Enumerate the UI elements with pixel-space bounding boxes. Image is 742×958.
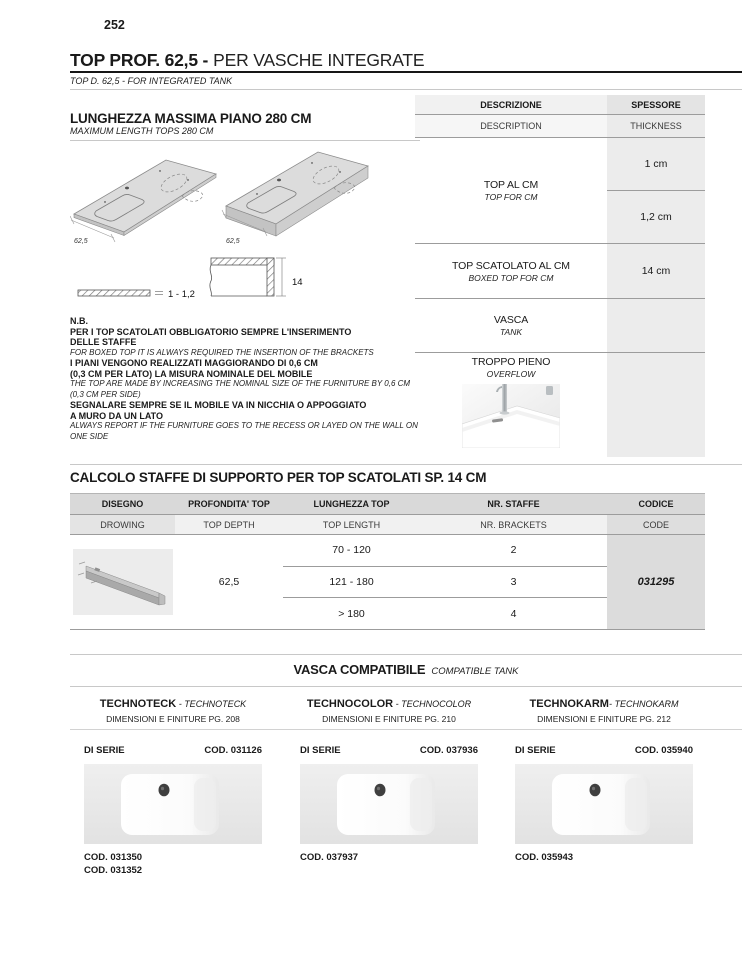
sink-photo bbox=[84, 764, 262, 844]
top-boxed-depth-label: 62,5 bbox=[226, 238, 240, 245]
brackets-code: 031295 bbox=[607, 535, 705, 629]
note-line: THE TOP ARE MADE BY INCREASING THE NOMINAL SIZE OF THE FURNITURE BY 0,6 CM bbox=[70, 379, 411, 388]
length-section-subheading: MAXIMUM LENGTH TOPS 280 CM bbox=[70, 126, 214, 136]
col-subheader: TOP LENGTH bbox=[283, 515, 420, 534]
notes-nb: N.B. bbox=[70, 316, 88, 326]
col-subheader: TOP DEPTH bbox=[175, 515, 283, 534]
brackets-count: 4 bbox=[510, 607, 517, 620]
spec-value: 14 cm bbox=[607, 244, 705, 298]
page-subtitle: TOP D. 62,5 - FOR INTEGRATED TANK bbox=[70, 76, 233, 86]
product-name-en: TECHNOCOLOR bbox=[401, 699, 472, 709]
brackets-header-row bbox=[70, 494, 705, 515]
table-row bbox=[415, 138, 705, 244]
col-header: PROFONDITA' TOP bbox=[188, 499, 270, 509]
brackets-section-heading: CALCOLO STAFFE DI SUPPORTO PER TOP SCATOLATI SP. 14 CM bbox=[70, 470, 487, 485]
note-line: (0,3 CM PER SIDE) bbox=[70, 389, 141, 399]
spec-col-thick-header: SPESSORE bbox=[607, 95, 705, 114]
table-row bbox=[283, 566, 607, 598]
spec-desc-it: TROPPO PIENO bbox=[471, 356, 551, 368]
brackets-length: > 180 bbox=[338, 607, 365, 620]
sink-photo bbox=[515, 764, 693, 844]
page-title-bold: TOP PROF. 62,5 - bbox=[70, 50, 209, 70]
brackets-count: 3 bbox=[510, 576, 517, 588]
spec-desc-en: TANK bbox=[499, 327, 523, 337]
spec-value-empty bbox=[607, 353, 705, 457]
spec-header-row bbox=[415, 95, 705, 115]
product-code: COD. 037937 bbox=[300, 852, 359, 863]
product-name-it: TECHNOTECK bbox=[99, 698, 177, 710]
table-row bbox=[415, 299, 705, 353]
brackets-count: 2 bbox=[510, 544, 517, 557]
top-diagrams bbox=[70, 140, 422, 312]
product-name-en: TECHNOKARM bbox=[614, 699, 679, 709]
top-thin-drawing bbox=[70, 160, 216, 245]
note-line: SEGNALARE SEMPRE SE IL MOBILE VA IN NICCHIA O APPOGGIATO bbox=[70, 400, 367, 410]
length-section-heading: LUNGHEZZA MASSIMA PIANO 280 CM bbox=[70, 111, 312, 126]
title-rule bbox=[70, 71, 742, 73]
spec-desc-en: OVERFLOW bbox=[486, 369, 536, 379]
series-code: COD. 035940 bbox=[634, 745, 693, 756]
table-row bbox=[283, 535, 607, 566]
page-title-regular: PER VASCHE INTEGRATE bbox=[213, 50, 425, 70]
spec-value-empty bbox=[607, 299, 705, 352]
brackets-subheader-row bbox=[70, 515, 705, 535]
spec-desc-it: VASCA bbox=[493, 314, 529, 326]
col-header: DISEGNO bbox=[101, 499, 144, 509]
spec-col-desc-header: DESCRIZIONE bbox=[415, 95, 607, 114]
spec-desc-it: TOP AL CM bbox=[483, 179, 539, 191]
product-dimensions-ref: DIMENSIONI E FINITURE PG. 212 bbox=[537, 714, 671, 724]
overflow-photo bbox=[462, 384, 560, 448]
note-line: A MURO DA UN LATO bbox=[70, 410, 163, 421]
compatible-heading bbox=[70, 661, 742, 679]
top-boxed-drawing bbox=[222, 152, 368, 245]
product-name-it: TECHNOCOLOR bbox=[306, 698, 394, 710]
product-technocolor: TECHNOCOLOR - TECHNOCOLOR DIMENSIONI E FINITURE PG. 210 DI SERIE COD. 037936 COD. 037937 bbox=[300, 698, 478, 863]
spec-table bbox=[415, 95, 705, 457]
series-code: COD. 031126 bbox=[204, 745, 262, 756]
series-label: DI SERIE bbox=[84, 745, 125, 756]
brackets-section-rule bbox=[70, 464, 742, 465]
compatible-heading-it: VASCA COMPATIBILE bbox=[293, 662, 426, 677]
col-header: LUNGHEZZA TOP bbox=[313, 499, 390, 509]
brackets-length: 121 - 180 bbox=[329, 576, 374, 588]
product-dimensions-ref: DIMENSIONI E FINITURE PG. 208 bbox=[106, 714, 240, 724]
brackets-body-row bbox=[70, 535, 705, 629]
brackets-length: 70 - 120 bbox=[332, 544, 371, 557]
series-label: DI SERIE bbox=[300, 745, 341, 756]
brackets-depth: 62,5 bbox=[218, 576, 240, 588]
notes-block bbox=[70, 316, 430, 442]
note-line: FOR BOXED TOP IT IS ALWAYS REQUIRED THE INSERTION OF THE BRACKETS bbox=[70, 347, 374, 357]
spec-value: 1 cm bbox=[607, 138, 705, 191]
brackets-table bbox=[70, 493, 705, 630]
spec-subheader-row bbox=[415, 115, 705, 138]
col-header: CODICE bbox=[638, 499, 674, 509]
table-row bbox=[283, 597, 607, 629]
col-subheader: DROWING bbox=[70, 515, 175, 534]
spec-col-thick-subheader: THICKNESS bbox=[607, 115, 705, 137]
product-technokarm: TECHNOKARM- TECHNOKARM DIMENSIONI E FINITURE PG. 212 DI SERIE COD. 035940 COD. 035943 bbox=[515, 698, 693, 863]
product-code: COD. 031350 bbox=[84, 852, 143, 863]
col-header: NR. STAFFE bbox=[487, 499, 540, 509]
spec-desc-en: BOXED TOP FOR CM bbox=[468, 272, 554, 283]
compatible-rule-mid bbox=[70, 686, 742, 687]
bracket-drawing bbox=[73, 549, 173, 615]
product-code: COD. 035943 bbox=[515, 852, 574, 863]
spec-desc-en: TOP FOR CM bbox=[484, 192, 538, 202]
product-code: COD. 031352 bbox=[84, 865, 143, 876]
note-line: DELLE STAFFE bbox=[70, 337, 137, 347]
note-line: I PIANI VENGONO REALIZZATI MAGGIORANDO DI 0,6 CM bbox=[70, 358, 318, 368]
spec-desc-it: TOP SCATOLATO AL CM bbox=[452, 259, 570, 272]
compatible-heading-en: COMPATIBLE TANK bbox=[431, 666, 519, 677]
note-line: (0,3 CM PER LATO) LA MISURA NOMINALE DEL MOBILE bbox=[70, 368, 313, 379]
col-subheader: CODE bbox=[607, 515, 705, 534]
section-thin-label: 1 - 1,2 bbox=[168, 289, 195, 300]
section-boxed-drawing bbox=[210, 258, 303, 296]
product-name-en: TECHNOTECK bbox=[184, 699, 247, 709]
series-code: COD. 037936 bbox=[419, 745, 478, 756]
product-technoteck: TECHNOTECK - TECHNOTECK DIMENSIONI E FINITURE PG. 208 DI SERIE COD. 031126 COD. 031350 COD. 031352 bbox=[84, 698, 262, 876]
section-thin-drawing bbox=[78, 289, 195, 300]
product-name-it: TECHNOKARM bbox=[529, 698, 609, 710]
series-label: DI SERIE bbox=[515, 745, 556, 756]
section-boxed-label: 14 bbox=[292, 277, 303, 288]
page-number: 252 bbox=[104, 18, 125, 32]
note-line: ONE SIDE bbox=[70, 431, 109, 441]
sink-photo bbox=[300, 764, 478, 844]
subtitle-rule bbox=[70, 89, 742, 90]
page-title bbox=[70, 51, 742, 70]
note-line: ALWAYS REPORT IF THE FURNITURE GOES TO THE RECESS OR LAYED ON THE WALL ON bbox=[70, 421, 418, 430]
col-subheader: NR. BRACKETS bbox=[420, 515, 607, 534]
note-line: PER I TOP SCATOLATI OBBLIGATORIO SEMPRE L'INSERIMENTO bbox=[70, 326, 352, 337]
spec-value: 1,2 cm bbox=[640, 211, 672, 223]
top-thin-depth-label: 62,5 bbox=[74, 238, 88, 245]
table-row bbox=[415, 353, 705, 457]
compatible-rule-top bbox=[70, 654, 742, 655]
spec-col-desc-subheader: DESCRIPTION bbox=[415, 115, 607, 137]
product-dimensions-ref: DIMENSIONI E FINITURE PG. 210 bbox=[322, 714, 456, 724]
table-row bbox=[415, 244, 705, 299]
